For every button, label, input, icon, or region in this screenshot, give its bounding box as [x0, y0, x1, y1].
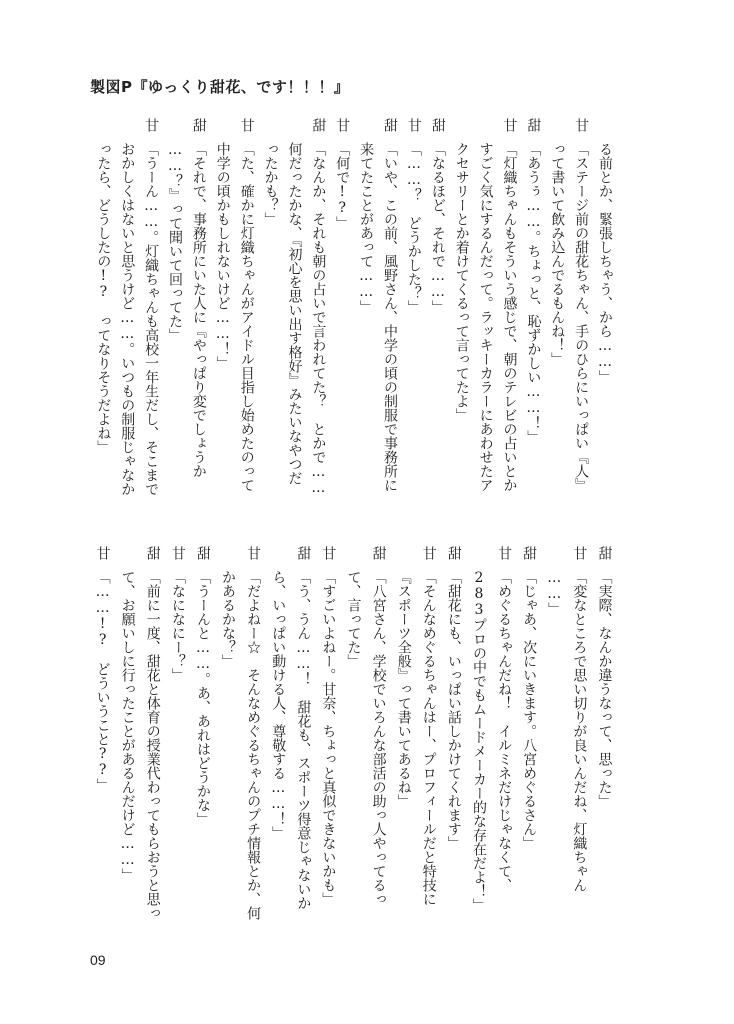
- dialogue-text: 「……!? どういうこと??」: [94, 570, 111, 792]
- speaker-label: 甘: [571, 546, 588, 560]
- dialogue-text: 「うーん……。灯織ちゃんも高校一年生だし、そこまで: [143, 142, 160, 496]
- speaker-label: 甘: [334, 118, 351, 132]
- dialogue-line: [266, 546, 291, 906]
- dialogue-line: [354, 118, 378, 478]
- dialogue-line: [391, 546, 416, 906]
- dialogue-line: [441, 546, 466, 906]
- dialogue-text: 「実際、なんか違うなって、思った」: [596, 570, 613, 808]
- dialogue-line: [592, 546, 617, 906]
- dialogue-line: [366, 546, 391, 906]
- dialogue-line: [140, 546, 165, 920]
- dialogue-text: ったかも？」: [262, 142, 279, 226]
- dialogue-text: 「うーんと……。あ、あれはどうかな」: [194, 570, 211, 826]
- dialogue-line: [416, 546, 441, 906]
- dialogue-text: 「なになにー？」: [169, 570, 186, 682]
- dialogue-line: [283, 118, 307, 485]
- speaker-label: 甜: [370, 546, 387, 560]
- dialogue-line: [163, 118, 187, 478]
- dialogue-text: 『スポーツ全般』って書いてあるね」: [395, 570, 412, 808]
- dialogue-text: る前とか、緊張しちゃう、から……」: [597, 142, 614, 384]
- speaker-label: 甘: [143, 118, 160, 132]
- dialogue-text: 「ステージ前の甜花ちゃん、手のひらにいっぱい『人』: [573, 142, 590, 492]
- dialogue-text: 283プロの中でもムードメーカー的な存在だよ！」: [470, 570, 487, 912]
- dialogue-line: [402, 118, 426, 478]
- speaker-label: 甜: [194, 546, 211, 560]
- speaker-label: 甘: [94, 546, 111, 560]
- speaker-label: 甘: [573, 118, 590, 132]
- speaker-label: 甘: [496, 546, 513, 560]
- dialogue-line: [291, 546, 316, 910]
- dialogue-line: [330, 118, 354, 478]
- dialogue-text: 「前に一度、甜花と体育の授業代わってもらおうと思っ: [144, 570, 161, 920]
- dialogue-text: 「すごいよねー。甘奈、ちょっと真似できないかも」: [320, 570, 337, 906]
- dialogue-text: 「あうぅ……。ちょっと、恥ずかしい……！」: [525, 142, 542, 444]
- dialogue-text: 「なるほど、それで……」: [429, 142, 446, 314]
- dialogue-line: [316, 546, 341, 906]
- lower-dialogue-block: [90, 546, 617, 920]
- upper-dialogue-block: [91, 118, 617, 496]
- dialogue-line: [139, 118, 163, 496]
- dialogue-line: [216, 546, 241, 906]
- dialogue-text: 「そんなめぐるちゃんはー、プロフィールだと特技に: [420, 570, 437, 906]
- dialogue-text: ……」: [546, 570, 563, 616]
- dialogue-line: [115, 546, 140, 906]
- dialogue-text: て、お願いしに行ったことがあるんだけど……」: [119, 570, 136, 882]
- dialogue-line: [241, 546, 266, 920]
- page-number: 09: [90, 952, 106, 968]
- dialogue-text: おかしくはないと思うけど……。いつもの制服じゃなか: [119, 142, 136, 496]
- dialogue-text: 「変なところで思い切りが良いんだね、灯織ちゃん: [571, 570, 588, 892]
- dialogue-line: [545, 118, 569, 478]
- dialogue-text: 「た、確かに灯織ちゃんがアイドル目指し始めたのって: [238, 142, 255, 492]
- dialogue-line: [569, 118, 593, 492]
- dialogue-line: [567, 546, 592, 906]
- dialogue-line: [492, 546, 517, 906]
- speaker-label: 甜: [310, 118, 327, 132]
- dialogue-text: ら、いっぱい動ける人、尊敬する……！」: [270, 570, 287, 840]
- dialogue-line: [450, 118, 474, 478]
- dialogue-text: て、言ってた」: [345, 570, 362, 668]
- dialogue-line: [306, 118, 330, 496]
- dialogue-text: 「灯織ちゃんもそういう感じで、朝のテレビの占いとか: [501, 142, 518, 492]
- dialogue-line: [378, 118, 402, 492]
- dialogue-text: すごく気にするんだって。ラッキーカラーにあわせたア: [477, 142, 494, 492]
- dialogue-line: [187, 118, 211, 478]
- dialogue-line: [593, 118, 617, 478]
- dialogue-text: 「それで、事務所にいた人に『やっぱり変でしょうか: [190, 142, 207, 478]
- dialogue-line: [190, 546, 215, 906]
- dialogue-text: ……？』って聞いて回ってた」: [167, 142, 184, 342]
- dialogue-text: 「じゃあ、次にいきます。八宮めぐるさん」: [521, 570, 538, 850]
- dialogue-line: [90, 546, 115, 906]
- speaker-label: 甜: [382, 118, 399, 132]
- speaker-label: 甘: [405, 118, 422, 132]
- speaker-label: 甜: [521, 546, 538, 560]
- speaker-label: 甘: [169, 546, 186, 560]
- page-header-title: 製図P『ゆっくり甜花、です！！！』: [90, 78, 350, 96]
- dialogue-text: って書いて飲み込んでるもんね！」: [549, 142, 566, 366]
- dialogue-line: [341, 546, 366, 906]
- dialogue-text: 「八宮さん、学校でいろんな部活の助っ人やってるっ: [370, 570, 387, 906]
- dialogue-text: 来てたことがあって……」: [358, 142, 375, 314]
- dialogue-line: [259, 118, 283, 478]
- speaker-label: 甜: [295, 546, 312, 560]
- dialogue-text: クセサリーとか着けてくるって言ってたよ」: [453, 142, 470, 422]
- speaker-label: 甜: [429, 118, 446, 132]
- speaker-label: 甜: [190, 118, 207, 132]
- speaker-label: 甘: [420, 546, 437, 560]
- dialogue-text: 「めぐるちゃんだね！ イルミネだけじゃなくて、: [496, 570, 513, 892]
- dialogue-line: [521, 118, 545, 478]
- dialogue-text: 「……？ どうかした？」: [405, 142, 422, 314]
- speaker-label: 甜: [596, 546, 613, 560]
- dialogue-line: [211, 118, 235, 478]
- dialogue-line: [165, 546, 190, 906]
- dialogue-text: ったら、どうしたの!? ってなりそうだよね」: [95, 142, 112, 454]
- dialogue-text: 「いや、この前、風野さん、中学の頃の制服で事務所に: [382, 142, 399, 492]
- dialogue-line: [542, 546, 567, 906]
- speaker-label: 甜: [445, 546, 462, 560]
- speaker-label: 甘: [501, 118, 518, 132]
- dialogue-text: 「何で!?」: [334, 142, 351, 230]
- speaker-label: 甜: [144, 546, 161, 560]
- dialogue-line: [466, 546, 491, 912]
- dialogue-text: 「甜花にも、いっぱい話しかけてくれます」: [445, 570, 462, 850]
- dialogue-line: [498, 118, 522, 492]
- speaker-label: 甘: [320, 546, 337, 560]
- dialogue-text: 「なんか、それも朝の占いで言われてた？ とかで……: [310, 142, 327, 496]
- dialogue-line: [517, 546, 542, 906]
- dialogue-line: [235, 118, 259, 492]
- speaker-label: 甘: [245, 546, 262, 560]
- dialogue-text: 何だったかな、『初心を思い出す格好』みたいなやつだ: [286, 142, 303, 485]
- dialogue-line: [426, 118, 450, 478]
- dialogue-text: かあるかな？」: [220, 570, 237, 668]
- dialogue-line: [91, 118, 115, 478]
- dialogue-text: 「う、うん……！ 甜花も、スポーツ得意じゃないか: [295, 570, 312, 910]
- dialogue-line: [474, 118, 498, 492]
- speaker-label: 甘: [238, 118, 255, 132]
- speaker-label: 甜: [525, 118, 542, 132]
- dialogue-line: [115, 118, 139, 496]
- dialogue-text: 「だよねー☆ そんなめぐるちゃんのプチ情報とか、何: [245, 570, 262, 920]
- dialogue-text: 中学の頃かもしれないけど……！」: [214, 142, 231, 370]
